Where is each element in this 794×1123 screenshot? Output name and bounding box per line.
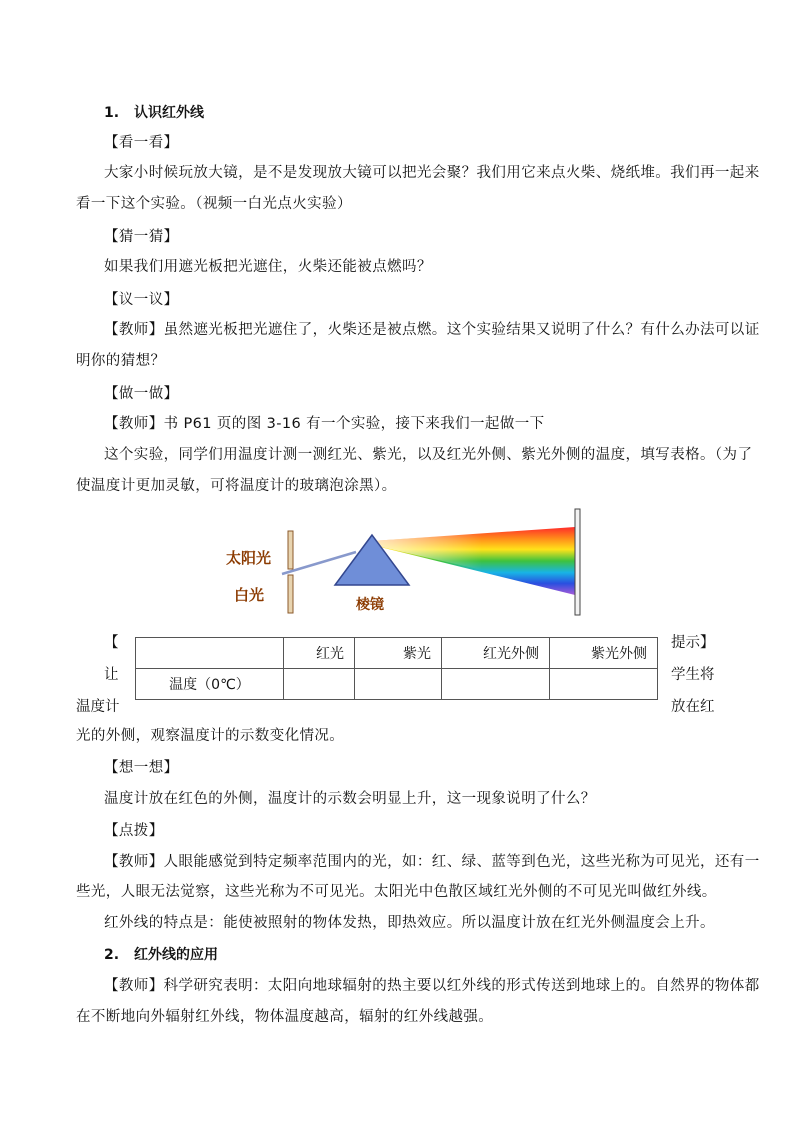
point-line-3: 红外线的特点是：能使被照射的物体发热，即热效应。所以温度计放在红光外侧温度会上升。	[104, 915, 715, 931]
table-cell-outside-violet	[550, 669, 658, 700]
screen	[575, 509, 580, 615]
white-light-label: 白光	[234, 588, 265, 604]
guess-line-1: 如果我们用遮光板把光遮住，火柴还能被点燃吗？	[104, 259, 432, 275]
section-1-title: 认识红外线	[134, 105, 204, 121]
table-header-empty	[136, 638, 284, 669]
look-tag: 【看一看】	[104, 135, 179, 151]
section-1-number: 1.	[104, 105, 120, 121]
doit-line-2: 这个实验，同学们用温度计测一测红光、紫光，以及红光外侧、紫光外侧的温度，填写表格。（为了	[104, 447, 753, 463]
section-2-number: 2.	[104, 947, 120, 963]
table-cell-violet	[355, 669, 442, 700]
point-tag: 【点拨】	[104, 823, 164, 839]
discuss-line-2: 明你的猜想？	[76, 353, 166, 369]
hint-left-rang: 让	[104, 667, 119, 683]
doit-line-3: 使温度计更加灵敏，可将温度计的玻璃泡涂黑）。	[76, 478, 397, 494]
table-cell-red	[284, 669, 355, 700]
table-header-red: 红光	[284, 638, 355, 669]
doit-line-1: 【教师】书 P61 页的图 3-16 有一个实验，接下来我们一起做一下	[104, 416, 545, 432]
look-line-1: 大家小时候玩放大镜，是不是发现放大镜可以把光会聚？我们用它来点火柴、烧纸堆。我们再一起来	[104, 165, 760, 181]
table-cell-outside-red	[442, 669, 550, 700]
hint-left-thermometer: 温度计	[76, 699, 120, 715]
hint-label: 提示】	[671, 635, 715, 651]
section-1-heading	[104, 103, 204, 123]
table-header-row	[136, 638, 658, 669]
discuss-line-1: 【教师】虽然遮光板把光遮住了，火柴还是被点燃。这个实验结果又说明了什么？有什么办法可以证	[104, 322, 760, 338]
discuss-tag: 【议一议】	[104, 292, 179, 308]
sun-light-label: 太阳光	[226, 551, 272, 567]
table-row	[136, 669, 658, 700]
prism-dispersion-figure	[222, 505, 592, 620]
hint-right-place: 放在红	[671, 699, 715, 715]
think-tag: 【想一想】	[104, 760, 179, 776]
table-header-outside-red: 红光外侧	[442, 638, 550, 669]
apply-line-1: 【教师】科学研究表明：太阳向地球辐射的热主要以红外线的形式传送到地球上的。自然界的物体都	[104, 978, 760, 994]
guess-tag: 【猜一猜】	[104, 229, 179, 245]
apply-line-2: 在不断地向外辐射红外线，物体温度越高，辐射的红外线越强。	[76, 1009, 494, 1025]
prism-label: 棱镜	[356, 598, 384, 613]
look-line-2: 看一下这个实验。（视频一白光点火实验）	[76, 196, 352, 212]
point-line-2: 些光，人眼无法觉察，这些光称为不可见光。太阳光中色散区域红光外侧的不可见光叫做红外线。	[76, 884, 717, 900]
doit-tag: 【做一做】	[104, 386, 179, 402]
section-2-title: 红外线的应用	[134, 947, 218, 963]
point-line-1: 【教师】人眼能感觉到特定频率范围内的光，如：红、绿、蓝等到色光，这些光称为可见光，还有一	[104, 854, 760, 870]
slit-top	[288, 531, 293, 569]
table-row-label: 温度（0℃）	[136, 669, 284, 700]
hint-right-student: 学生将	[671, 667, 715, 683]
hint-line-4: 光的外侧，观察温度计的示数变化情况。	[76, 728, 345, 744]
hint-open-bracket: 【	[104, 635, 119, 651]
temperature-table	[135, 637, 658, 700]
table-header-violet: 紫光	[355, 638, 442, 669]
slit-bottom	[288, 575, 293, 613]
table-header-outside-violet: 紫光外侧	[550, 638, 658, 669]
section-2-heading	[104, 945, 218, 965]
think-line-1: 温度计放在红色的外侧，温度计的示数会明显上升，这一现象说明了什么？	[104, 791, 596, 807]
